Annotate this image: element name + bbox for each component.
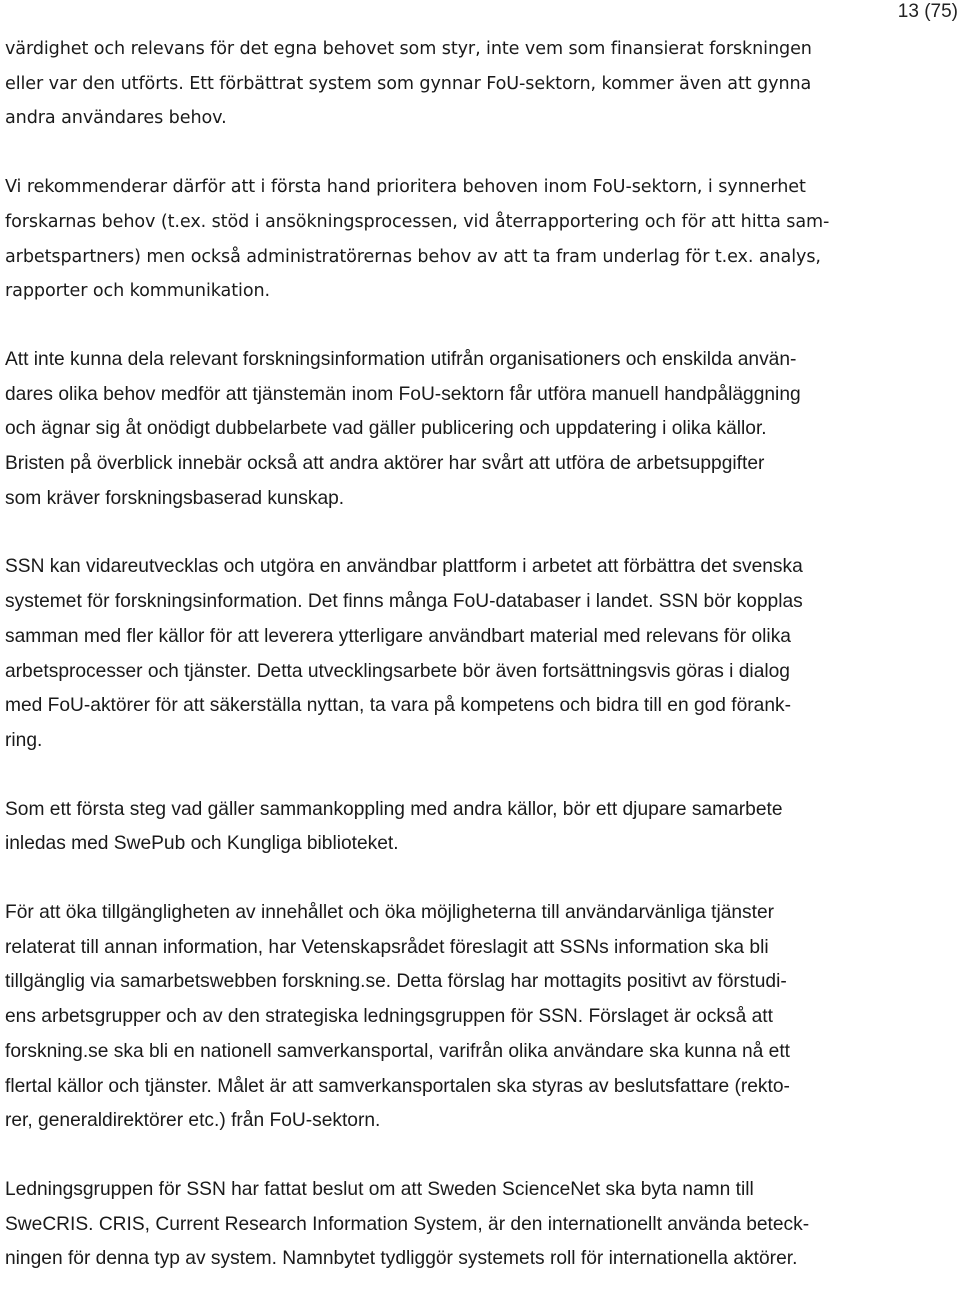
paragraph-3: Att inte kunna dela relevant forskningsinformation utifrån organisationers och enskilda använ- dares olika behov medför att tjänstemän inom FoU-sektorn får utföra manuell handpåläggning och ägnar sig åt onödigt dubbelarbete vad gäller publicering och uppdatering i olika källor. Bristen på överblick innebär också att andra aktörer har svårt att utföra de arbetsuppgifter som kräver forskningsbaserad kunskap. — [5, 348, 801, 509]
paragraph-6: För att öka tillgängligheten av innehållet och öka möjligheterna till användarvänliga tjänster relaterat till annan information, har Vetenskapsrådet föreslagit att SSNs information ska bli tillgänglig via samarbetswebben forskning.se. Detta förslag har mottagits positivt av förstudi- ens arbetsgrupper och av den strategiska ledningsgruppen för SSN. Förslaget är också att forskning.se ska bli en nationell samverkansportal, varifrån olika användare ska kunna nå ett flertal källor och tjänster. Målet är att samverkansportalen ska styras av beslutsfattare (rekto- rer, generaldirektörer etc.) från FoU-sektorn. — [5, 902, 790, 1132]
page-number: 13 (75) — [897, 1, 958, 22]
paragraph-2: Vi rekommenderar därför att i första hand prioritera behoven inom FoU-sektorn, i synnerhet forskarnas behov (t.ex. stöd i ansökningsprocessen, vid återrapportering och för att hitta sam- arbetspartners) men också administratörernas behov av att ta fram underlag för t.ex. analys, rapporter och kommunikation. — [5, 177, 830, 302]
paragraph-7: Ledningsgruppen för SSN har fattat beslut om att Sweden ScienceNet ska byta namn till SweCRIS. CRIS, Current Research Information System, är den internationellt använda beteck- ningen för denna typ av system. Namnbytet tydliggör systemets roll för internationella aktörer. — [5, 1178, 810, 1270]
paragraph-1: värdighet och relevans för det egna behovet som styr, inte vem som finansierat forskningen eller var den utförts. Ett förbättrat system som gynnar FoU-sektorn, kommer även att gynna andra användares behov. — [5, 39, 812, 129]
document-body — [5, 32, 957, 1311]
paragraph-5: Som ett första steg vad gäller sammankoppling med andra källor, bör ett djupare samarbete inledas med SwePub och Kungliga biblioteket. — [5, 798, 783, 855]
paragraph-4: SSN kan vidareutvecklas och utgöra en användbar plattform i arbetet att förbättra det svenska systemet för forskningsinformation. Det finns många FoU-databaser i landet. SSN bör kopplas samman med fler källor för att leverera ytterligare användbart material med relevans för olika arbetsprocesser och tjänster. Detta utvecklingsarbete bör även fortsättningsvis göras i dialog med FoU-aktörer för att säkerställa nyttan, ta vara på kompetens och bidra till en god förank- ring. — [5, 556, 803, 751]
